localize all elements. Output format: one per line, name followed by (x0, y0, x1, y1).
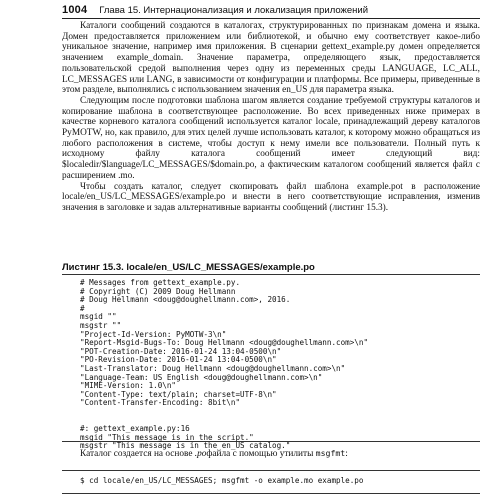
after-text-middle: файла с помощью утилиты (206, 449, 316, 459)
code-block (80, 279, 480, 451)
code-line: "PO-Revision-Date: 2016-01-24 13:04-0500\n" (80, 355, 277, 365)
header-rule (62, 18, 480, 19)
paragraph-3: Чтобы создать каталог, следует скопировать файл шаблона example.pot в расположение locale/en_US/LC_MESSAGES/example.po и внести в него соответствующие исправления, изменив значения в заголовке и задав альтернативные варианты сообщений (листинг 15.3). (62, 181, 480, 213)
paragraph-1: Каталоги сообщений создаются в каталогах, структурированных по признакам домена и языка. Домен предоставляется приложением или библиотекой, и обычно ему соответствует какое-либо уникальное значение, например имя приложения. В сценарии gettext_example.py домен определяется значением example_domain. Значение параметра, определяющего язык, предоставляется пользовательской средой выполнения через одну из переменных среды LANGUAGE, LC_ALL, LC_MESSAGES или LANG, в зависимости от конфигурации и платформы. Все примеры, приведенные в этом разделе, выполнялись с использованием значения en_US для параметра языка. (62, 21, 480, 96)
code-line: "Content-Type: text/plain; charset=UTF-8\n" (80, 389, 277, 399)
paragraph-2: Следующим после подготовки шаблона шагом является создание требуемой структуры каталогов и копирование шаблона в соответствующее расположение. Во всех приведенных ниже примерах в качестве корневого каталога сообщений используется каталог locale, принадлежащий дереву каталогов PyMOTW, но, как правило, для этих целей лучше использовать каталог, к которому можно обращаться из любого расположения в системе, чтобы доступ к нему имели все пользователи. Полный путь к исходному файлу каталога сообщений имеет следующий вид: $localedir/$language/LC_MESSAGES/$domain.po, а фактическим каталогом сообщений является файл с расширением .mo. (62, 95, 480, 181)
code-line: #: gettext_example.py:16 (80, 424, 190, 434)
code-line: msgid "This message is in the script." (80, 432, 254, 442)
code-line: # Copyright (C) 2009 Doug Hellmann (80, 286, 236, 296)
code-listing (62, 274, 480, 451)
code-line: "Report-Msgid-Bugs-To: Doug Hellmann <doug@doughellmann.com>\n" (80, 338, 369, 348)
code-line: msgid "" (80, 312, 117, 322)
after-text-em: .ро (194, 449, 207, 459)
code-line: "Project-Id-Version: PyMOTW-3\n" (80, 329, 227, 339)
after-text-end: : (345, 449, 348, 459)
listing-title: Листинг 15.3. locale/en_US/LC_MESSAGES/example.po (62, 262, 315, 273)
code-line: # Messages from gettext_example.py. (80, 278, 241, 287)
code-line: "MIME-Version: 1.0\n" (80, 381, 177, 391)
after-listing-text (62, 448, 480, 460)
code-line: "Content-Transfer-Encoding: 8bit\n" (80, 398, 241, 408)
page-number: 1004 (62, 4, 88, 16)
code-line: "Language-Team: US English <doug@doughellmann.com>\n" (80, 372, 323, 382)
body-text (62, 21, 480, 214)
code-line: "Last-Translator: Doug Hellmann <doug@doughellmann.com>\n" (80, 363, 346, 373)
code-line: # Doug Hellmann <doug@doughellmann.com>, 2016. (80, 295, 291, 305)
code-line: "POT-Creation-Date: 2016-01-24 13:04-0500\n" (80, 346, 282, 356)
after-text-mono: msgfmt (315, 448, 346, 458)
command-listing (62, 470, 480, 494)
command-line: $ cd locale/en_US/LC_MESSAGES; msgfmt -o example.mo example.po (80, 476, 364, 485)
paragraph-4 (62, 448, 480, 460)
code-line: msgstr "This message is in the en_US catalog." (80, 441, 291, 451)
running-title: Глава 15. Интернационализация и локализация приложений (99, 5, 369, 16)
code-line: msgstr "" (80, 320, 122, 330)
code-line: # (80, 303, 85, 313)
after-text-start: Каталог создается на основе (80, 449, 195, 459)
